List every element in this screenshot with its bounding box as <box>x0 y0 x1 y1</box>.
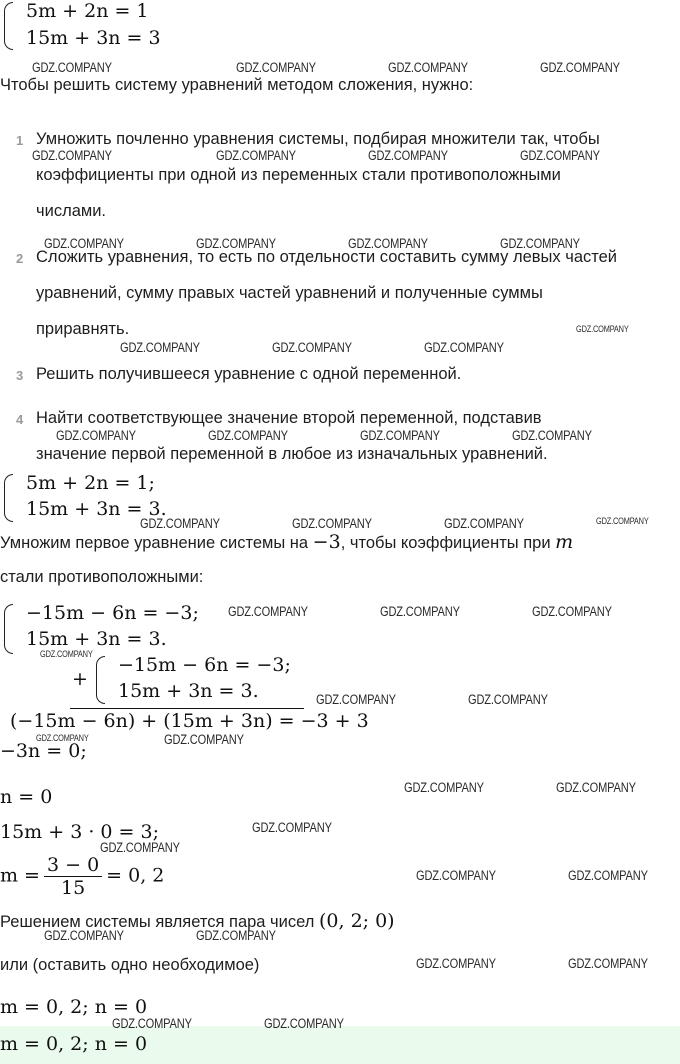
step-3-line-1: Решить получившееся уравнение с одной переменной. <box>36 365 462 383</box>
result-2: n = 0 <box>0 786 53 808</box>
system4-eq1: −15m − 6n = −3; <box>118 654 291 676</box>
watermark: GDZ.COMPANY <box>540 60 620 75</box>
system-brace <box>4 604 13 654</box>
watermark: GDZ.COMPANY <box>292 516 372 531</box>
result-4-lhs: m = <box>0 864 40 887</box>
or-text: или (оставить одно необходимое) <box>0 956 260 974</box>
multiply-text-after: , чтобы коэффициенты при <box>340 534 551 552</box>
watermark: GDZ.COMPANY <box>100 840 180 855</box>
watermark: GDZ.COMPANY <box>228 604 308 619</box>
step-1-line-2: коэффициенты при одной из переменных стали противоположными <box>36 166 561 184</box>
watermark: GDZ.COMPANY <box>404 780 484 795</box>
system3-eq2: 15m + 3n = 3. <box>26 628 167 650</box>
multiply-text-before: Умножим первое уравнение системы на <box>0 534 309 552</box>
watermark: GDZ.COMPANY <box>120 340 200 355</box>
step-2-line-1: Сложить уравнения, то есть по отдельности составить сумму левых частей <box>36 248 618 266</box>
watermark: GDZ.COMPANY <box>32 148 112 163</box>
watermark: GDZ.COMPANY <box>576 324 629 334</box>
watermark: GDZ.COMPANY <box>348 236 428 251</box>
watermark: GDZ.COMPANY <box>416 956 496 971</box>
watermark: GDZ.COMPANY <box>380 604 460 619</box>
watermark: GDZ.COMPANY <box>36 733 89 743</box>
watermark: GDZ.COMPANY <box>196 928 276 943</box>
watermark: GDZ.COMPANY <box>252 820 332 835</box>
fraction-denominator: 15 <box>60 877 86 899</box>
step-number: 3 <box>16 368 24 383</box>
watermark: GDZ.COMPANY <box>56 428 136 443</box>
watermark: GDZ.COMPANY <box>556 780 636 795</box>
watermark: GDZ.COMPANY <box>424 340 504 355</box>
watermark: GDZ.COMPANY <box>520 148 600 163</box>
step-2-line-2: уравнений, сумму правых частей уравнений и полученные суммы <box>36 284 543 302</box>
plus-sign: + <box>72 668 88 690</box>
watermark: GDZ.COMPANY <box>568 956 648 971</box>
answer-1: m = 0, 2; n = 0 <box>0 996 148 1018</box>
watermark: GDZ.COMPANY <box>32 60 112 75</box>
watermark: GDZ.COMPANY <box>596 516 649 526</box>
watermark: GDZ.COMPANY <box>40 649 93 659</box>
intro-text: Чтобы решить систему уравнений методом сложения, нужно: <box>0 76 474 94</box>
watermark: GDZ.COMPANY <box>44 236 124 251</box>
watermark: GDZ.COMPANY <box>316 692 396 707</box>
watermark: GDZ.COMPANY <box>532 604 612 619</box>
multiply-factor: −3 <box>312 531 341 553</box>
watermark: GDZ.COMPANY <box>112 1016 192 1031</box>
answer-2: m = 0, 2; n = 0 <box>0 1033 148 1055</box>
watermark: GDZ.COMPANY <box>208 428 288 443</box>
system2-eq2: 15m + 3n = 3. <box>26 498 167 520</box>
step-4-line-1: Найти соответствующее значение второй переменной, подставив <box>36 409 542 427</box>
watermark: GDZ.COMPANY <box>44 928 124 943</box>
fraction <box>44 854 102 899</box>
watermark: GDZ.COMPANY <box>368 148 448 163</box>
system2-eq1: 5m + 2n = 1; <box>26 472 155 494</box>
fraction-numerator: 3 − 0 <box>44 854 102 877</box>
system1-eq1: 5m + 2n = 1 <box>26 0 149 22</box>
system-brace <box>4 474 13 522</box>
system4-eq2: 15m + 3n = 3. <box>118 680 259 702</box>
step-number: 4 <box>16 412 24 427</box>
watermark: GDZ.COMPANY <box>512 428 592 443</box>
watermark: GDZ.COMPANY <box>264 1016 344 1031</box>
solution-text-label: Решением системы является пара чисел <box>0 913 315 931</box>
watermark: GDZ.COMPANY <box>272 340 352 355</box>
watermark: GDZ.COMPANY <box>236 60 316 75</box>
result-3: 15m + 3 · 0 = 3; <box>0 821 159 843</box>
sum-equation: (−15m − 6n) + (15m + 3n) = −3 + 3 <box>10 710 369 732</box>
watermark: GDZ.COMPANY <box>468 692 548 707</box>
watermark: GDZ.COMPANY <box>388 60 468 75</box>
system3-eq1: −15m − 6n = −3; <box>26 602 199 624</box>
step-number: 2 <box>16 251 24 266</box>
watermark: GDZ.COMPANY <box>140 516 220 531</box>
watermark: GDZ.COMPANY <box>216 148 296 163</box>
solution-pair: (0, 2; 0) <box>318 910 395 932</box>
multiply-text-line-2: стали противоположными: <box>0 568 204 586</box>
watermark: GDZ.COMPANY <box>568 868 648 883</box>
watermark: GDZ.COMPANY <box>500 236 580 251</box>
result-4-rhs: = 0, 2 <box>106 864 165 887</box>
watermark: GDZ.COMPANY <box>444 516 524 531</box>
watermark: GDZ.COMPANY <box>164 732 244 747</box>
system-brace <box>4 2 13 50</box>
result-4 <box>0 854 164 899</box>
watermark: GDZ.COMPANY <box>416 868 496 883</box>
watermark: GDZ.COMPANY <box>360 428 440 443</box>
system-brace <box>96 656 105 704</box>
multiply-text <box>0 531 573 553</box>
step-4-line-2: значение первой переменной в любое из изначальных уравнений. <box>36 445 548 463</box>
step-1-line-1: Умножить почленно уравнения системы, подбирая множители так, чтобы <box>36 130 600 148</box>
result-1: −3n = 0; <box>0 740 87 762</box>
step-2-line-3: приравнять. <box>36 320 130 338</box>
step-number: 1 <box>16 133 24 148</box>
watermark: GDZ.COMPANY <box>196 236 276 251</box>
multiply-var: m <box>555 531 574 553</box>
step-1-line-3: числами. <box>36 202 107 220</box>
system1-eq2: 15m + 3n = 3 <box>26 27 161 49</box>
